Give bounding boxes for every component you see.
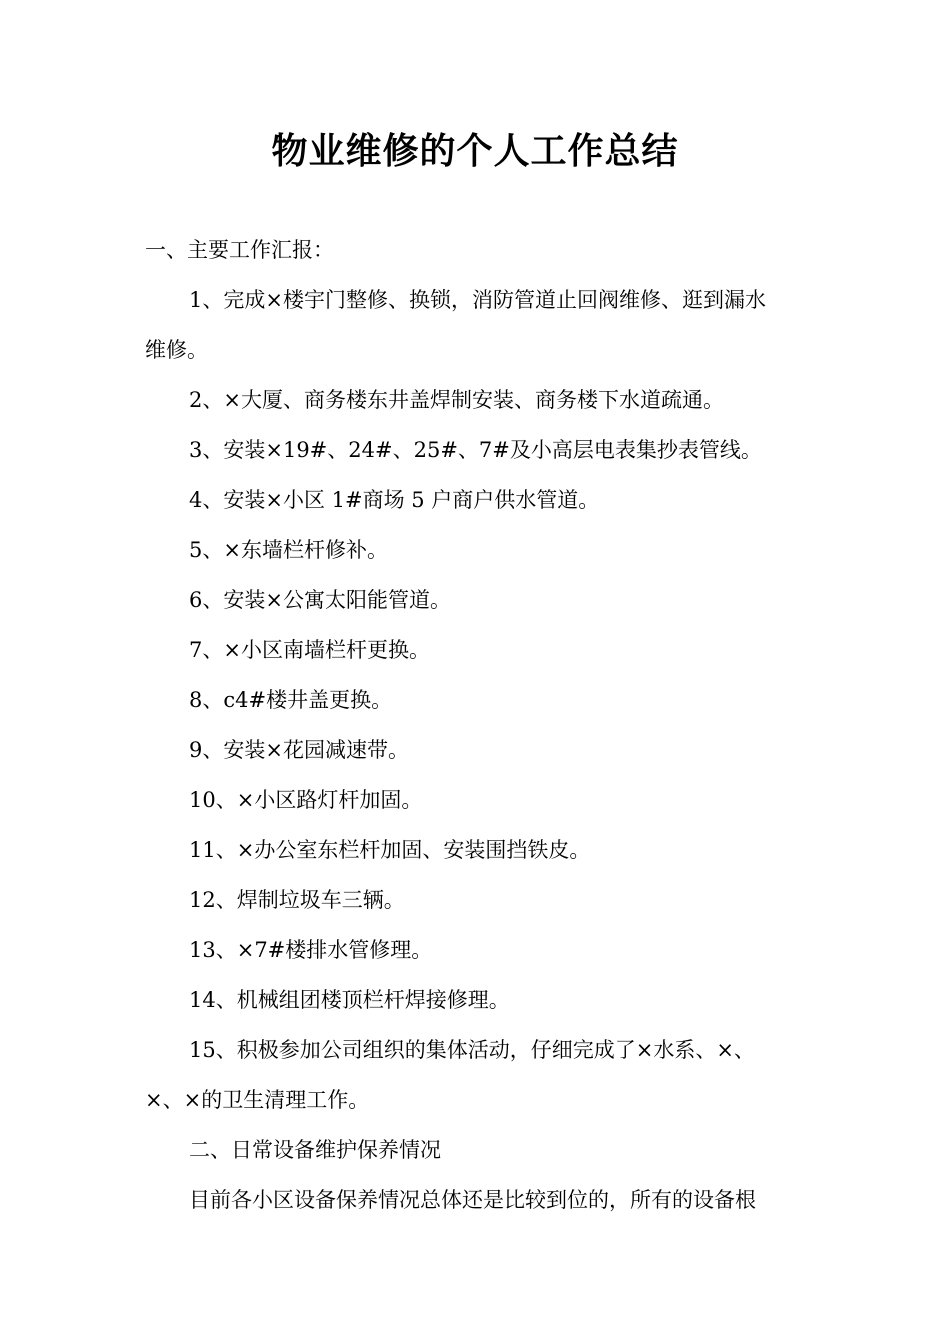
list-item: 9、安装×花园减速带。 [189,738,409,762]
list-item-continuation: 维修。 [145,338,208,362]
list-item: 8、c4#楼井盖更换。 [189,688,393,712]
list-item: 1、完成×楼宇门整修、换锁，消防管道止回阀维修、逛到漏水 [189,288,766,312]
section-heading-main-work: 一、主要工作汇报： [145,238,334,262]
list-item: 4、安装×小区 1#商场 5 户商户供水管道。 [189,488,600,512]
list-item: 13、×7#楼排水管修理。 [189,938,433,962]
list-item: 3、安装×19#、24#、25#、7#及小高层电表集抄表管线。 [189,438,762,462]
list-item: 15、积极参加公司组织的集体活动，仔细完成了×水系、×、 [189,1038,755,1062]
list-item: 11、×办公室东栏杆加固、安装围挡铁皮。 [189,838,591,862]
list-item: 10、×小区路灯杆加固。 [189,788,423,812]
section-heading-maintenance: 二、日常设备维护保养情况 [189,1138,441,1162]
list-item: 6、安装×公寓太阳能管道。 [189,588,451,612]
list-item: 2、×大厦、商务楼东井盖焊制安装、商务楼下水道疏通。 [189,388,724,412]
list-item: 7、×小区南墙栏杆更换。 [189,638,430,662]
paragraph: 目前各小区设备保养情况总体还是比较到位的，所有的设备根 [189,1188,756,1212]
list-item: 12、焊制垃圾车三辆。 [189,888,405,912]
list-item: 5、×东墙栏杆修补。 [189,538,388,562]
document-title: 物业维修的个人工作总结 [271,131,679,172]
document-body [145,225,810,1225]
list-item: 14、机械组团楼顶栏杆焊接修理。 [189,988,510,1012]
list-item-continuation: ×、×的卫生清理工作。 [145,1088,370,1112]
